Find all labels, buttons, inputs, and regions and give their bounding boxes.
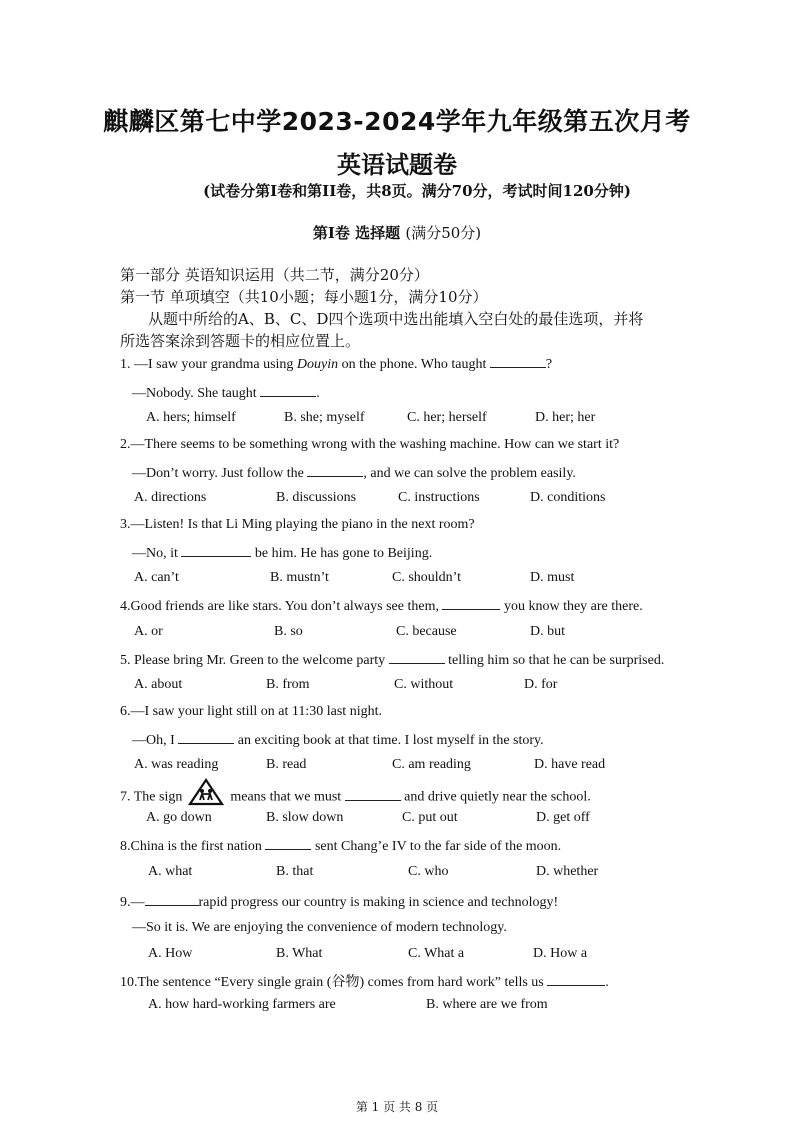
answer-blank — [260, 384, 316, 397]
question-2-text: 2.—There seems to be something wrong with the washing machine. How can we start it? — [120, 437, 620, 452]
question-7-stem: 7. The sign — [120, 789, 183, 805]
option-d[interactable]: D. How a — [533, 946, 588, 961]
instruction-line-1: 从题中所给的A、B、C、D四个选项中选出能填入空白处的最佳选项，并将 — [148, 310, 644, 328]
option-b[interactable]: B. What — [276, 946, 323, 961]
question-5-end: telling him so that he can be surprised. — [444, 653, 665, 668]
option-d[interactable]: D. have read — [534, 757, 606, 772]
option-a[interactable]: A. directions — [134, 490, 207, 505]
option-d[interactable]: D. for — [524, 677, 558, 692]
option-a[interactable]: A. hers; himself — [146, 410, 236, 425]
question-1-stem: 1. —I saw your grandma using — [120, 357, 297, 372]
answer-blank — [178, 731, 234, 744]
answer-blank — [490, 355, 546, 368]
option-a[interactable]: A. How — [148, 946, 193, 961]
option-c[interactable]: C. her; herself — [407, 410, 487, 425]
option-b[interactable]: B. read — [266, 757, 307, 772]
option-a[interactable]: A. was reading — [134, 757, 219, 772]
question-6-reply — [132, 731, 544, 749]
option-a[interactable]: A. about — [134, 677, 183, 692]
question-3-text: 3.—Listen! Is that Li Ming playing the piano in the next room? — [120, 517, 475, 532]
option-c[interactable]: C. because — [396, 624, 457, 639]
section-one-heading: 第一节 单项填空（共10小题；每小题1分，满分10分） — [120, 288, 488, 306]
option-d[interactable]: D. must — [530, 570, 575, 585]
option-b[interactable]: B. that — [276, 864, 314, 879]
question-4-text — [120, 597, 643, 615]
option-c[interactable]: C. who — [408, 864, 449, 879]
page-footer: 第 1 页 共 8 页 — [355, 1100, 439, 1114]
question-1-stem-cont: on the phone. Who taught — [338, 357, 490, 372]
answer-blank — [307, 464, 363, 477]
answer-blank — [547, 973, 605, 986]
option-c[interactable]: C. shouldn’t — [392, 570, 461, 585]
option-d[interactable]: D. conditions — [530, 490, 606, 505]
question-9-reply: —So it is. We are enjoying the convenience of modern technology. — [132, 920, 507, 935]
question-6-text: 6.—I saw your light still on at 11:30 last night. — [120, 704, 382, 719]
option-b[interactable]: B. discussions — [276, 490, 357, 505]
answer-blank — [181, 544, 251, 557]
question-4-stem: 4.Good friends are like stars. You don’t always see them, — [120, 599, 443, 614]
question-6-reply-text: —Oh, I — [132, 733, 179, 748]
option-b[interactable]: B. from — [266, 677, 310, 692]
option-b[interactable]: B. slow down — [266, 810, 344, 825]
answer-blank — [265, 837, 311, 850]
question-9-end: rapid progress our country is making in science and technology! — [198, 895, 559, 910]
option-c[interactable]: C. without — [394, 677, 454, 692]
exam-subject-title: 英语试题卷 — [337, 151, 457, 179]
question-8-end: sent Chang’e IV to the far side of the moon. — [311, 839, 562, 854]
option-b[interactable]: B. where are we from — [426, 997, 548, 1012]
exam-info: (试卷分第I卷和第II卷，共8页。满分70分，考试时间120分钟) — [203, 182, 631, 200]
question-2-reply-text: —Don’t worry. Just follow the — [132, 466, 308, 481]
option-a[interactable]: A. how hard-working farmers are — [148, 997, 336, 1012]
option-b[interactable]: B. she; myself — [284, 410, 365, 425]
question-10-text — [120, 971, 609, 991]
question-3-reply-text: —No, it — [132, 546, 182, 561]
question-7-stem-cont: means that we must — [230, 789, 345, 805]
option-b[interactable]: B. mustn’t — [270, 570, 329, 585]
question-8-stem: 8.China is the first nation — [120, 839, 266, 854]
question-9-text — [120, 893, 558, 911]
option-d[interactable]: D. but — [530, 624, 565, 639]
option-c[interactable]: C. put out — [402, 810, 458, 825]
option-d[interactable]: D. whether — [536, 864, 599, 879]
answer-blank — [389, 651, 445, 664]
question-1-end: ? — [545, 357, 553, 372]
option-c[interactable]: C. instructions — [398, 490, 480, 505]
option-c[interactable]: C. What a — [408, 946, 465, 961]
question-9-stem: 9.— — [120, 895, 145, 910]
question-4-end: you know they are there. — [500, 599, 643, 614]
question-1-app-name: Douyin — [296, 357, 339, 372]
question-2-reply — [132, 464, 576, 482]
part-one-heading: 第一部分 英语知识运用（共二节，满分20分） — [120, 266, 429, 284]
option-a[interactable]: A. or — [134, 624, 163, 639]
question-6-reply-end: an exciting book at that time. I lost myself in the story. — [234, 733, 544, 748]
question-3-reply-end: be him. He has gone to Beijing. — [251, 546, 433, 561]
question-5-stem: 5. Please bring Mr. Green to the welcome party — [120, 653, 389, 668]
question-10-stem: 10.The sentence “Every single grain (谷物) comes from hard work” tells us — [120, 975, 548, 990]
option-a[interactable]: A. what — [148, 864, 193, 879]
question-1-text — [120, 355, 552, 373]
option-d[interactable]: D. her; her — [535, 410, 596, 425]
exam-title: 麒麟区第七中学2023-2024学年九年级第五次月考 — [103, 107, 691, 136]
question-3-reply — [132, 544, 432, 562]
section-heading — [0, 222, 794, 243]
answer-blank — [442, 597, 500, 610]
question-7-text — [120, 778, 591, 806]
question-10-end: . — [605, 975, 609, 990]
question-2-reply-end: , and we can solve the problem easily. — [363, 466, 576, 481]
question-1-reply-end: . — [316, 386, 320, 401]
answer-blank — [145, 893, 199, 906]
question-1-reply-text: —Nobody. She taught — [132, 386, 261, 401]
option-a[interactable]: A. can’t — [134, 570, 179, 585]
question-1-reply — [132, 384, 320, 402]
option-a[interactable]: A. go down — [146, 810, 212, 825]
instruction-line-2: 所选答案涂到答题卡的相应位置上。 — [120, 332, 361, 350]
section-heading-main: 第I卷 选择题 — [312, 224, 401, 242]
question-5-text — [120, 651, 664, 669]
question-8-text — [120, 837, 561, 855]
question-7-end: and drive quietly near the school. — [400, 789, 591, 805]
option-c[interactable]: C. am reading — [392, 757, 471, 772]
answer-blank — [345, 788, 401, 801]
option-d[interactable]: D. get off — [536, 810, 590, 825]
section-heading-score: (满分50分) — [405, 224, 482, 242]
option-b[interactable]: B. so — [274, 624, 303, 639]
